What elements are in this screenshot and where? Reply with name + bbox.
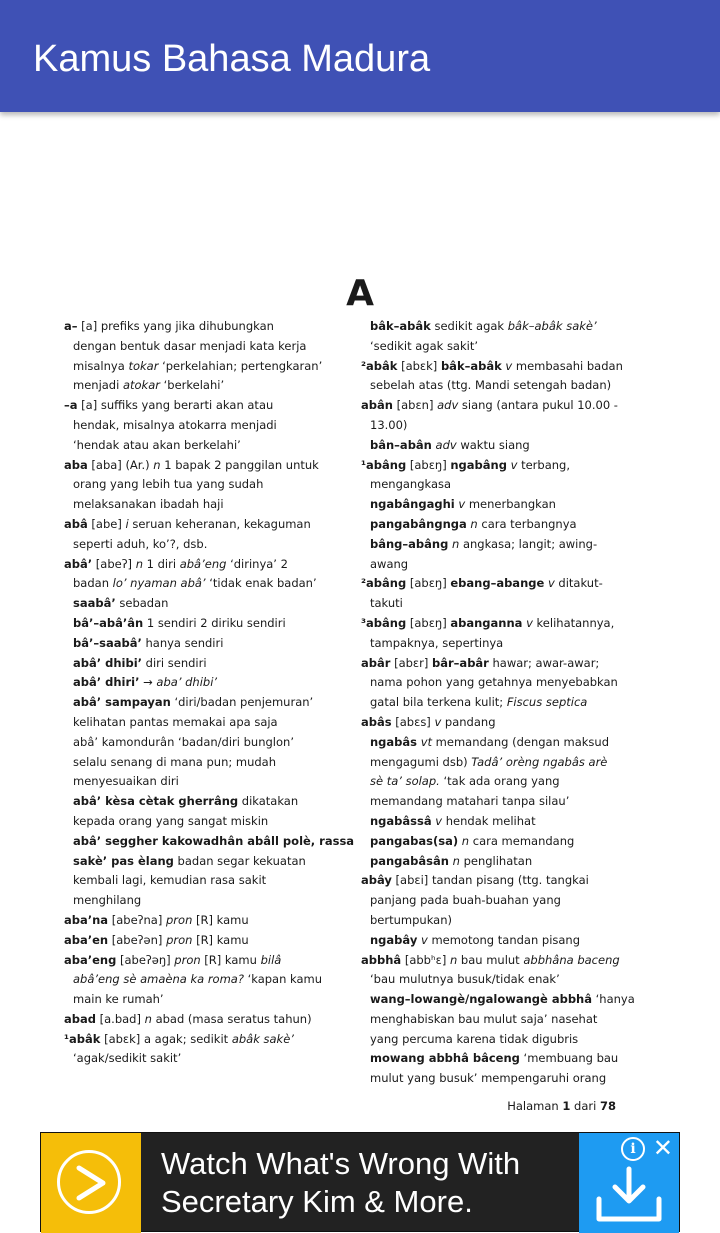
entry-text: ‘agak/sedikit sakit’: [73, 1051, 182, 1066]
entry-text: abad (masa seratus tahun): [151, 1011, 312, 1026]
entry-italic: v: [434, 714, 442, 729]
entry-italic: v: [547, 576, 555, 591]
ad-info-icon[interactable]: i: [621, 1137, 645, 1161]
entry-italic: pron: [174, 952, 201, 967]
dictionary-line: [361, 693, 616, 713]
dictionary-line: [64, 376, 319, 396]
entry-text: panjang pada buah-buahan yang: [370, 893, 561, 908]
entry-italic: adv: [435, 437, 457, 452]
entry-text: ‘membuang bau: [519, 1051, 619, 1066]
entry-headword: ngabângaghi: [370, 497, 455, 512]
dictionary-line: [64, 574, 319, 594]
entry-text: [abeʔən]: [108, 932, 167, 947]
entry-text: [aba] (Ar.): [87, 457, 154, 472]
dictionary-line: [64, 1010, 319, 1030]
entry-text: diri sendiri: [142, 655, 207, 670]
entry-text: gatal bila terkena kulit;: [370, 695, 507, 710]
entry-headword: abây: [361, 873, 392, 888]
entry-text: hanya sendiri: [141, 635, 224, 650]
entry-headword: bâk–abâk: [370, 319, 431, 333]
dictionary-line: [361, 713, 616, 733]
entry-text: nama pohon yang getahnya menyebabkan: [370, 675, 618, 690]
dictionary-line: [64, 812, 319, 832]
entry-italic: v: [420, 932, 428, 947]
entry-text: melaksanakan ibadah haji: [73, 497, 224, 512]
dictionary-line: [361, 931, 616, 951]
dictionary-line: [361, 574, 616, 594]
entry-headword: bân–abân: [370, 437, 432, 452]
dictionary-line: [64, 416, 319, 436]
entry-text: menghilang: [73, 893, 142, 908]
entry-headword: aba: [64, 457, 88, 472]
dictionary-line: [64, 614, 319, 634]
dictionary-line: [64, 693, 319, 713]
entry-headword: –a: [64, 398, 78, 413]
entry-headword: abâ’ dhibi’: [73, 655, 143, 670]
entry-italic: n: [452, 853, 460, 868]
entry-text: 1 bapak 2 panggilan untuk: [160, 457, 319, 472]
entry-italic: n: [449, 952, 458, 967]
entry-text: menyesuaikan diri: [73, 774, 179, 789]
entry-headword: ²abâng: [361, 576, 407, 591]
dictionary-line: [64, 713, 319, 733]
entry-italic: abâk sakè’: [231, 1031, 294, 1046]
entry-headword: bâr–abâr: [432, 655, 489, 670]
left-column: [64, 317, 355, 1069]
entry-headword: aba’en: [64, 932, 109, 947]
entry-italic: n: [135, 556, 143, 571]
dictionary-line: [64, 654, 319, 674]
entry-headword: ¹abâk: [64, 1031, 101, 1046]
entry-text: 1 diri: [143, 556, 180, 571]
dictionary-line: [64, 792, 319, 812]
entry-headword: aba’eng: [64, 952, 117, 967]
dictionary-line: [64, 357, 323, 377]
dictionary-line: [361, 634, 616, 654]
entry-italic: v: [505, 358, 513, 373]
dictionary-line: [361, 733, 616, 753]
dictionary-line: [64, 634, 319, 654]
entry-text: ‘sedikit agak sakit’: [370, 338, 479, 353]
entry-italic: bâk–abâk sakè’: [507, 319, 597, 333]
entry-italic: n: [461, 833, 470, 848]
dictionary-line: [361, 376, 616, 396]
dictionary-line: [361, 673, 616, 693]
dictionary-line: [361, 871, 616, 891]
dictionary-line: [361, 475, 616, 495]
entry-headword: ngabâng: [450, 457, 507, 472]
dictionary-line: [64, 475, 319, 495]
entry-text: memandang (dengan maksud: [432, 734, 610, 749]
dictionary-line: [64, 396, 319, 416]
dictionary-line: [64, 673, 319, 693]
entry-headword: ¹abâng: [361, 457, 407, 472]
dictionary-line: [361, 970, 616, 990]
entry-text: cara terbangnya: [477, 516, 577, 531]
dictionary-line: [361, 654, 616, 674]
app-title: Kamus Bahasa Madura: [33, 38, 431, 80]
dictionary-line: [361, 1069, 616, 1089]
total-pages: 78: [599, 1099, 616, 1113]
entry-headword: saabâ’: [73, 596, 116, 611]
entry-text: kelihatannya,: [532, 615, 615, 630]
entry-italic: adv: [437, 398, 459, 413]
entry-text: ditakut-: [554, 576, 603, 591]
dictionary-line: [361, 792, 616, 812]
entry-headword: bâng–abâng: [370, 536, 449, 551]
entry-text: yang percuma karena tidak digubris: [370, 1031, 579, 1046]
entry-text: angkasa; langit; awing-: [459, 536, 598, 551]
entry-text: sedikit agak: [430, 319, 508, 333]
entry-italic: n: [153, 457, 161, 472]
dictionary-line: [64, 970, 323, 990]
entry-text: [abɛŋ]: [406, 576, 451, 591]
entry-text: sebelah atas (ttg. Mandi setengah badan): [370, 378, 612, 393]
dictionary-line: [64, 931, 319, 951]
dictionary-line: [361, 1049, 619, 1069]
dictionary-line: [64, 852, 319, 872]
entry-text: [abe]: [87, 516, 126, 531]
dictionary-line: [361, 495, 616, 515]
dictionary-line: [361, 990, 635, 1010]
download-icon: [595, 1167, 663, 1223]
entry-text: [abɛs]: [391, 714, 435, 729]
entry-italic: Fiscus septica: [506, 695, 588, 710]
entry-text: [abbʰɛ]: [401, 952, 450, 967]
entry-headword: abâ’ dhiri’: [73, 675, 140, 690]
ad-banner[interactable]: [40, 1132, 680, 1232]
entry-text: [a.bad]: [95, 1011, 145, 1026]
dictionary-line: [64, 515, 319, 535]
entry-headword: abâ’ kèsa cètak gherrâng: [73, 794, 239, 809]
dictionary-line: [361, 594, 616, 614]
entry-text: 1 sendiri 2 diriku sendiri: [143, 615, 286, 630]
entry-italic: atokar: [122, 378, 160, 393]
entry-text: [abɛŋ]: [406, 457, 451, 472]
play-arrow-icon: [75, 1164, 109, 1202]
entry-headword: abân: [361, 398, 393, 413]
entry-text: hawar; awar-awar;: [488, 655, 600, 670]
entry-text: [abɛk]: [397, 358, 441, 373]
dictionary-line: [64, 871, 319, 891]
dictionary-page[interactable]: [0, 114, 720, 1130]
dictionary-line: [64, 990, 319, 1010]
dictionary-line: [361, 357, 623, 377]
dictionary-line: [361, 535, 616, 555]
dictionary-line: [361, 614, 616, 634]
ad-line-1: Watch What's Wrong With: [161, 1146, 521, 1181]
entry-text: [abɛk] a agak; sedikit: [100, 1031, 232, 1046]
entry-headword: pangabângnga: [370, 516, 467, 531]
entry-headword: pangabâsân: [370, 853, 449, 868]
entry-headword: ngabây: [370, 932, 418, 947]
dictionary-line: [361, 891, 616, 911]
dictionary-line: [361, 436, 616, 456]
entry-text: orang yang lebih tua yang sudah: [73, 477, 264, 492]
entry-text: kelihatan pantas memakai apa saja: [73, 714, 278, 729]
page-footer: [507, 1099, 616, 1113]
dictionary-line: [64, 555, 319, 575]
entry-italic: pron: [166, 912, 193, 927]
entry-text: [a] suffiks yang berarti akan atau: [77, 398, 274, 413]
entry-italic: sè ta’ solap.: [370, 774, 440, 789]
entry-text: [R] kamu: [192, 912, 249, 927]
dictionary-line: [64, 337, 319, 357]
entry-text: sebadan: [115, 596, 169, 611]
dictionary-line: [64, 436, 319, 456]
entry-headword: abâ’ sampayan: [73, 695, 171, 710]
entry-headword: bâ’–saabâ’: [73, 635, 142, 650]
ad-close-icon[interactable]: ✕: [652, 1134, 673, 1162]
dictionary-line: [64, 951, 319, 971]
entry-text: seperti aduh, ko’?, dsb.: [73, 536, 208, 551]
dictionary-line: [64, 535, 319, 555]
dictionary-line: [361, 772, 616, 792]
entry-text: memandang matahari tanpa silau’: [370, 794, 570, 809]
entry-italic: n: [452, 536, 460, 551]
entry-text: terbang,: [517, 457, 570, 472]
entry-text: misalnya: [73, 358, 129, 373]
entry-text: awang: [370, 556, 409, 571]
entry-italic: v: [526, 615, 533, 630]
app-bar: [0, 0, 720, 112]
entry-text: [abeʔəŋ]: [116, 952, 175, 967]
entry-italic: abbhâna baceng: [523, 952, 620, 967]
dictionary-line: [64, 772, 319, 792]
entry-text: penglihatan: [459, 853, 533, 868]
entry-italic: tokar: [128, 358, 159, 373]
entry-text: kembali lagi, kemudian rasa sakit: [73, 873, 267, 888]
dictionary-line: [64, 832, 355, 852]
entry-text: ‘hendak atau akan berkelahi’: [73, 437, 241, 452]
entry-text: dengan bentuk dasar menjadi kata kerja: [73, 338, 307, 353]
dictionary-line: [64, 317, 319, 337]
entry-text: ‘berkelahi’: [160, 378, 225, 393]
entry-headword: mowang abbhâ bâceng: [370, 1051, 520, 1066]
entry-headword: ngabâssâ: [370, 813, 432, 828]
entry-text: memotong tandan pisang: [427, 932, 581, 947]
entry-text: ‘diri/badan penjemuran’: [170, 695, 314, 710]
entry-headword: ebang–abange: [450, 576, 545, 591]
entry-text: menerbangkan: [465, 497, 556, 512]
entry-text: kepada orang yang sangat miskin: [73, 813, 269, 828]
entry-text: mulut yang busuk’ mempengaruhi orang: [370, 1071, 607, 1086]
entry-text: 13.00): [370, 417, 408, 432]
entry-headword: abâr: [361, 655, 391, 670]
entry-text: [abɛn]: [392, 398, 438, 413]
dictionary-line: [361, 337, 616, 357]
entry-italic: pron: [166, 932, 193, 947]
right-column: [361, 317, 635, 1089]
entry-headword: pangabas(sa): [370, 833, 459, 848]
entry-text: [abeʔna]: [108, 912, 166, 927]
entry-italic: abâ’eng sè amaèna ka roma?: [73, 972, 244, 987]
dictionary-line: [361, 396, 616, 416]
ad-line-2: Secretary Kim & More.: [161, 1184, 473, 1219]
entry-headword: abâ: [64, 516, 88, 531]
ad-play-logo[interactable]: [41, 1133, 141, 1233]
dictionary-line: [361, 416, 616, 436]
entry-text: menjadi: [73, 378, 123, 393]
entry-text: membasahi badan: [512, 358, 623, 373]
dictionary-line: [361, 812, 616, 832]
entry-text: takuti: [370, 596, 403, 611]
entry-text: [R] kamu: [200, 952, 261, 967]
entry-headword: abanganna: [450, 615, 523, 630]
dictionary-line: [361, 1010, 616, 1030]
dictionary-line: [64, 1049, 319, 1069]
dictionary-line: [361, 1030, 616, 1050]
entry-text: bertumpukan): [370, 912, 452, 927]
entry-text: →: [139, 675, 157, 690]
entry-text: ‘dirinya’ 2: [226, 556, 288, 571]
entry-text: [abɛr]: [390, 655, 433, 670]
entry-text: ‘tak ada orang yang: [439, 774, 560, 789]
entry-italic: vt: [420, 734, 433, 749]
entry-italic: lo’ nyaman abâ’: [112, 576, 206, 591]
dictionary-line: [361, 317, 616, 337]
dictionary-line: [361, 555, 616, 575]
entry-italic: aba’ dhibi’: [156, 675, 218, 690]
entry-italic: v: [435, 813, 443, 828]
dictionary-line: [361, 911, 616, 931]
entry-text: [R] kamu: [192, 932, 249, 947]
entry-italic: v: [458, 497, 466, 512]
dictionary-line: [361, 515, 616, 535]
entry-headword: ngabâs: [370, 734, 418, 749]
dictionary-line: [64, 891, 319, 911]
entry-text: menghabiskan bau mulut saja’ nasehat: [370, 1011, 598, 1026]
entry-text: ‘hanya: [592, 992, 635, 1007]
current-page: 1: [562, 1099, 571, 1113]
dictionary-line: [361, 852, 616, 872]
entry-italic: abâ’eng: [179, 556, 227, 571]
entry-headword: bâ’–abâ’ân: [73, 615, 144, 630]
dictionary-line: [64, 1030, 319, 1050]
entry-headword: wang–lowangè/ngalowangè abbhâ: [370, 992, 592, 1007]
dictionary-line: [361, 753, 616, 773]
footer-middle: dari: [570, 1099, 600, 1113]
entry-text: badan: [73, 576, 113, 591]
entry-headword: bâk–abâk: [440, 358, 502, 373]
dictionary-line: [361, 456, 616, 476]
entry-text: selalu senang di mana pun; mudah: [73, 754, 277, 769]
entry-text: [abɛŋ]: [406, 615, 451, 630]
entry-italic: v: [510, 457, 518, 472]
entry-italic: Tadâ’ orèng ngabâs arè: [471, 754, 608, 769]
dictionary-line: [64, 733, 319, 753]
entry-text: dikatakan: [238, 794, 299, 809]
entry-headword: ³abâng: [361, 615, 407, 630]
entry-headword: abâ’ seggher kakowadhân abâll polè, rassa: [73, 833, 355, 848]
entry-text: bau mulut: [457, 952, 524, 967]
dictionary-line: [64, 456, 319, 476]
entry-text: [a] prefiks yang jika dihubungkan: [77, 319, 274, 333]
entry-headword: ²abâk: [361, 358, 398, 373]
entry-text: abâ’ kamondurân ‘badan/diri bunglon’: [73, 734, 294, 749]
entry-text: ‘perkelahian; pertengkaran’: [158, 358, 323, 373]
entry-italic: i: [125, 516, 129, 531]
entry-headword: abâs: [361, 714, 392, 729]
entry-text: mengangkasa: [370, 477, 452, 492]
entry-italic: bilâ: [260, 952, 282, 967]
entry-text: cara memandang: [469, 833, 575, 848]
ad-text[interactable]: [161, 1145, 581, 1221]
entry-headword: abad: [64, 1011, 96, 1026]
entry-text: ‘bau mulutnya busuk/tidak enak’: [370, 972, 560, 987]
entry-headword: aba’na: [64, 912, 109, 927]
entry-text: badan segar kekuatan: [173, 853, 306, 868]
entry-text: pandang: [441, 714, 496, 729]
entry-text: hendak, misalnya atokarra menjadi: [73, 417, 277, 432]
dictionary-line: [64, 594, 319, 614]
dictionary-line: [64, 495, 319, 515]
entry-text: seruan keheranan, kekaguman: [128, 516, 311, 531]
dictionary-line: [361, 951, 620, 971]
footer-prefix: Halaman: [507, 1099, 563, 1113]
entry-text: main ke rumah’: [73, 992, 164, 1007]
entry-headword: abbhâ: [361, 952, 402, 967]
entry-text: mengagumi dsb): [370, 754, 472, 769]
entry-headword: abâ’: [64, 556, 93, 571]
entry-headword: sakè’ pas èlang: [73, 853, 174, 868]
dictionary-line: [361, 832, 616, 852]
section-letter: A: [346, 273, 374, 314]
dictionary-line: [64, 911, 319, 931]
entry-text: [abeʔ]: [92, 556, 136, 571]
entry-headword: a–: [64, 319, 78, 333]
entry-text: siang (antara pukul 10.00 -: [458, 398, 618, 413]
entry-text: [abɛi] tandan pisang (ttg. tangkai: [391, 873, 589, 888]
entry-italic: n: [144, 1011, 152, 1026]
entry-text: hendak melihat: [442, 813, 536, 828]
entry-text: ‘kapan kamu: [243, 972, 323, 987]
entry-text: ‘tidak enak badan’: [205, 576, 317, 591]
entry-text: waktu siang: [456, 437, 530, 452]
entry-text: tampaknya, sepertinya: [370, 635, 504, 650]
dictionary-line: [64, 753, 319, 773]
entry-italic: n: [470, 516, 478, 531]
